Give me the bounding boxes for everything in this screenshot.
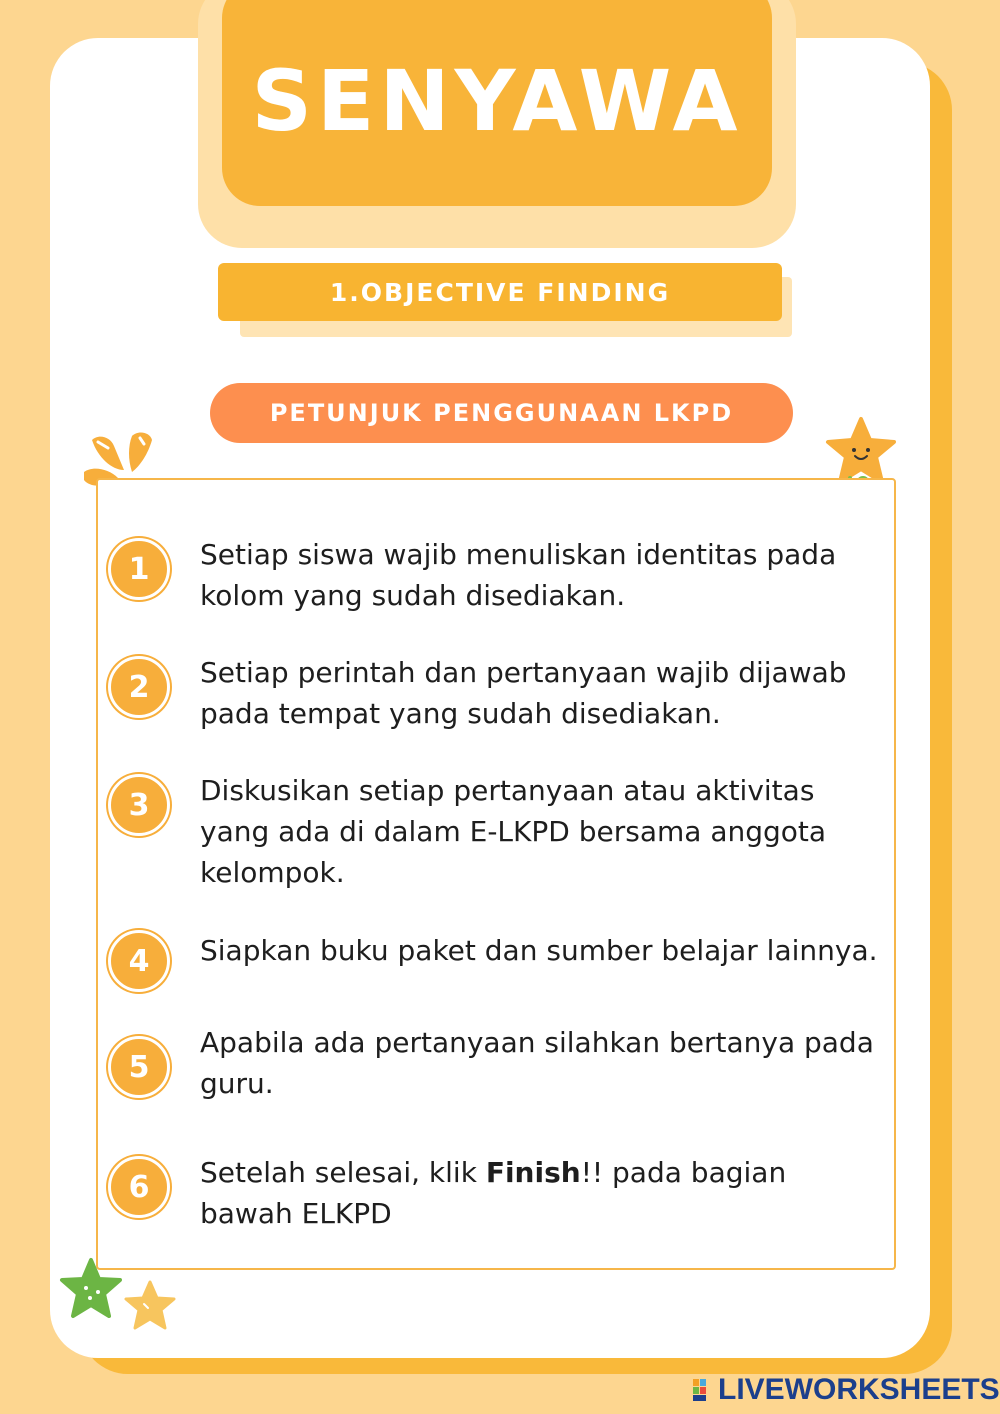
liveworksheets-watermark — [692, 1373, 1000, 1407]
step-number-badge: 2 — [108, 656, 170, 718]
instructions-heading: PETUNJUK PENGGUNAAN LKPD — [269, 399, 734, 427]
yellow-star-icon — [122, 1278, 178, 1334]
step-text-start: Setelah selesai, klik — [200, 1156, 486, 1189]
step-number-badge: 3 — [108, 774, 170, 836]
green-star-icon — [58, 1256, 124, 1322]
liveworksheets-logo-icon — [692, 1377, 714, 1403]
step-number-badge: 1 — [108, 538, 170, 600]
instructions-heading-pill — [210, 383, 793, 443]
step-number-badge: 6 — [108, 1156, 170, 1218]
step-text: Setiap siswa wajib menuliskan identitas pada kolom yang sudah disediakan. — [200, 538, 837, 612]
objective-label: 1.OBJECTIVE FINDING — [329, 277, 671, 307]
step-number-badge: 5 — [108, 1036, 170, 1098]
page-title: SENYAWA — [251, 52, 743, 150]
step-text: Setiap perintah dan pertanyaan wajib dijawab pada tempat yang sudah disediakan. — [200, 656, 847, 730]
step-text-end: !! pada bagian bawah ELKPD — [200, 1156, 787, 1230]
finish-keyword: Finish — [485, 1156, 581, 1189]
step-number-badge: 4 — [108, 930, 170, 992]
step-text: Siapkan buku paket dan sumber belajar lainnya. — [200, 934, 878, 967]
brand-name: LIVEWORKSHEETS — [718, 1373, 1000, 1406]
title-banner — [222, 0, 772, 206]
objective-banner — [218, 263, 782, 321]
step-text: Diskusikan setiap pertanyaan atau aktivitas yang ada di dalam E-LKPD bersama anggota kelompok. — [200, 774, 827, 889]
step-text — [200, 1152, 880, 1234]
instructions-box — [96, 478, 896, 1270]
step-text: Apabila ada pertanyaan silahkan bertanya pada guru. — [200, 1026, 874, 1100]
